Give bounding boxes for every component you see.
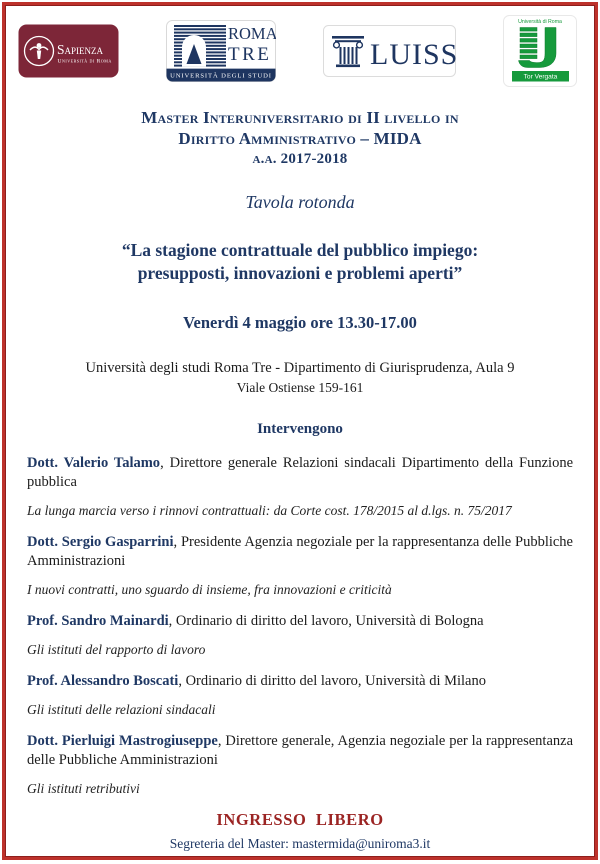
speaker-block [27, 612, 573, 658]
event-venue [5, 359, 595, 397]
talk-title: Gli istituti delle relazioni sindacali [27, 702, 216, 717]
svg-text:Sapienza: Sapienza [57, 41, 104, 57]
speaker-name: Dott. Sergio Gasparrini [27, 534, 174, 550]
svg-text:ROMA: ROMA [228, 23, 276, 43]
logos-row [5, 5, 595, 91]
event-title-line2: presupposti, innovazioni e problemi aperti” [137, 263, 463, 283]
event-datetime: Venerdì 4 maggio ore 13.30-17.00 [183, 313, 417, 332]
free-admission-label: INGRESSO LIBERO [216, 810, 384, 829]
speaker-name: Dott. Pierluigi Mastrogiuseppe [27, 733, 218, 749]
svg-text:Università di Roma: Università di Roma [57, 58, 112, 64]
speaker-name: Prof. Sandro Mainardi [27, 613, 169, 629]
speaker-line [27, 454, 573, 492]
talk-title: Gli istituti del rapporto di lavoro [27, 642, 206, 657]
speaker-role: , Direttore generale Relazioni sindacali Dipartimento della Funzione pubblica [27, 455, 574, 490]
speaker-name: Dott. Valerio Talamo [27, 455, 161, 471]
speaker-role: , Direttore generale, Agenzia negoziale per la rappresentanza delle Pubbliche Amministrazioni [27, 733, 573, 768]
master-title-line2: Diritto Amministrativo – MIDA [178, 129, 422, 148]
talk-title: I nuovi contratti, uno sguardo di insieme, fra innovazioni e criticità [27, 582, 392, 597]
event-title [5, 239, 595, 285]
speaker-block [27, 732, 573, 797]
speaker-block [27, 454, 573, 519]
roma-tre-logo-icon [166, 20, 276, 82]
svg-text:UNIVERSITÀ DEGLI STUDI: UNIVERSITÀ DEGLI STUDI [170, 71, 272, 79]
speaker-role: , Ordinario di diritto del lavoro, Università di Bologna [168, 613, 484, 629]
tor-vergata-logo [503, 15, 577, 92]
speaker-block [27, 672, 573, 718]
sapienza-logo [18, 24, 119, 83]
speaker-role: , Ordinario di diritto del lavoro, Università di Milano [178, 673, 486, 689]
svg-text:Università di Roma: Università di Roma [518, 18, 562, 25]
speaker-line [27, 732, 573, 770]
tor-vergata-logo-icon [503, 15, 577, 87]
roma-tre-logo [166, 20, 276, 87]
academic-year: a.a. 2017-2018 [252, 151, 348, 167]
secretariat-contact: Segreteria del Master: mastermida@uniroma3.it [169, 836, 431, 851]
speaker-name: Prof. Alessandro Boscati [27, 673, 179, 689]
svg-text:LUISS: LUISS [370, 37, 456, 71]
luiss-logo-icon [323, 25, 456, 77]
talk-title: Gli istituti retributivi [27, 781, 140, 796]
speakers-list [5, 438, 595, 797]
round-table-subtitle: Tavola rotonda [245, 192, 355, 212]
speaker-line [27, 533, 573, 571]
flyer-page [2, 2, 598, 860]
venue-line2: Viale Ostiense 159-161 [236, 380, 364, 395]
master-title [5, 107, 595, 170]
speaker-block [27, 533, 573, 598]
svg-text:TRE: TRE [228, 43, 272, 65]
talk-title: La lunga marcia verso i rinnovi contrattuali: da Corte cost. 178/2015 al d.lgs. n. 75/2017 [27, 503, 512, 518]
speakers-heading: Intervengono [257, 421, 343, 437]
speaker-line [27, 612, 573, 631]
luiss-logo [323, 25, 456, 82]
svg-text:Tor Vergata: Tor Vergata [523, 73, 558, 81]
speaker-role: , Presidente Agenzia negoziale per la rappresentanza delle Pubbliche Amministrazioni [27, 534, 573, 569]
event-title-line1: “La stagione contrattuale del pubblico impiego: [121, 240, 479, 260]
venue-line1: Università degli studi Roma Tre - Dipartimento di Giurisprudenza, Aula 9 [85, 360, 515, 376]
sapienza-logo-icon [18, 24, 119, 78]
speaker-line [27, 672, 573, 691]
master-title-line1: Master Interuniversitario di II livello in [141, 108, 459, 127]
